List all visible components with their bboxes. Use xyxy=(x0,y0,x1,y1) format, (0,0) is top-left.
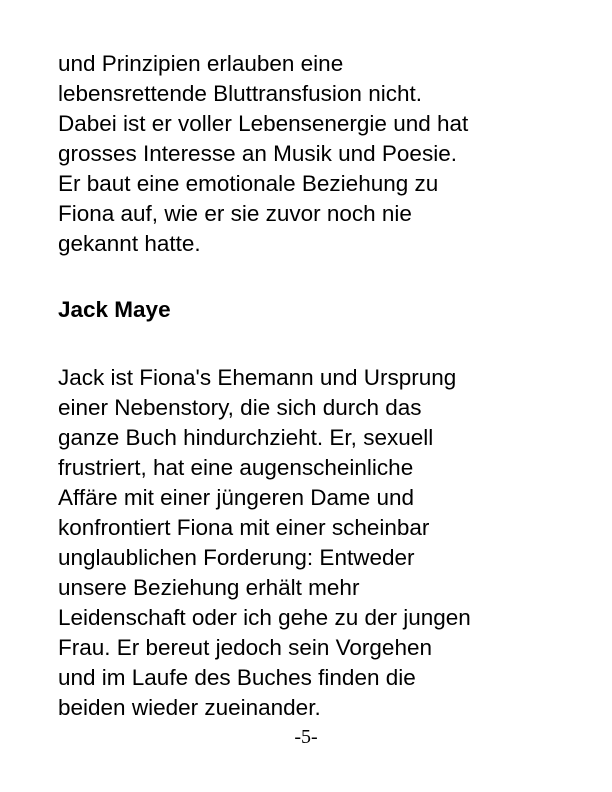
paragraph-jack-maye xyxy=(58,363,558,723)
text-line: gekannt hatte. xyxy=(58,231,201,256)
text-line: einer Nebenstory, die sich durch das xyxy=(58,395,422,420)
paragraph-intro-continuation xyxy=(58,49,558,259)
text-line: Jack ist Fiona's Ehemann und Ursprung xyxy=(58,365,457,390)
page-number: -5- xyxy=(294,726,318,748)
text-line: Er baut eine emotionale Beziehung zu xyxy=(58,171,439,196)
text-line: beiden wieder zueinander. xyxy=(58,695,321,720)
text-line: und Prinzipien erlauben eine xyxy=(58,51,344,76)
text-line: unglaublichen Forderung: Entweder xyxy=(58,545,415,570)
text-line: Frau. Er bereut jedoch sein Vorgehen xyxy=(58,635,432,660)
text-line: Dabei ist er voller Lebensenergie und hat xyxy=(58,111,469,136)
text-line: Affäre mit einer jüngeren Dame und xyxy=(58,485,415,510)
text-line: lebensrettende Bluttransfusion nicht. xyxy=(58,81,422,106)
text-line: grosses Interesse an Musik und Poesie. xyxy=(58,141,457,166)
text-line: konfrontiert Fiona mit einer scheinbar xyxy=(58,515,430,540)
text-line: unsere Beziehung erhält mehr xyxy=(58,575,360,600)
text-line: Fiona auf, wie er sie zuvor noch nie xyxy=(58,201,412,226)
text-line: ganze Buch hindurchzieht. Er, sexuell xyxy=(58,425,434,450)
text-line: und im Laufe des Buches finden die xyxy=(58,665,416,690)
text-line: frustriert, hat eine augenscheinliche xyxy=(58,455,414,480)
section-heading: Jack Maye xyxy=(58,297,171,322)
text-line: Leidenschaft oder ich gehe zu der jungen xyxy=(58,605,471,630)
